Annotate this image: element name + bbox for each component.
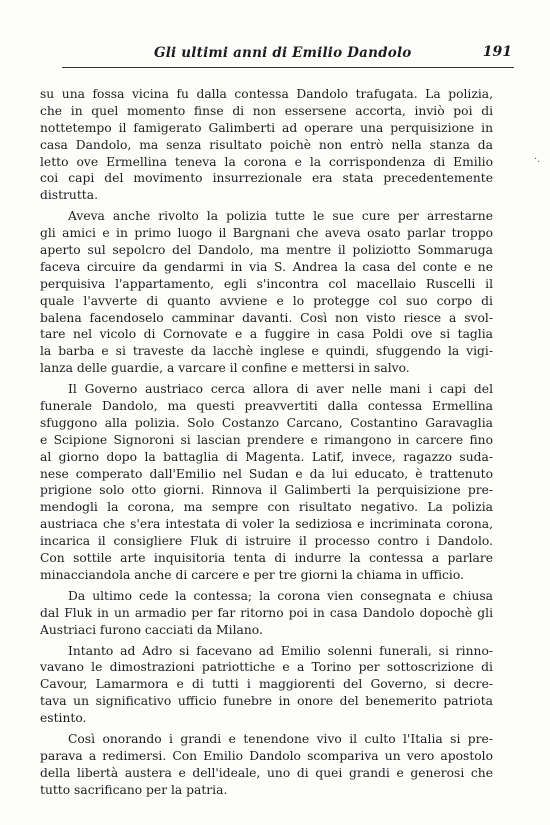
text-line: Così onorando i grandi e tenendone vivo il culto l'Italia si pre- [68, 731, 493, 746]
text-line: distrutta. [40, 188, 98, 203]
text-line: della libertà austera e dell'ideale, uno di quei grandi e generosi che [40, 765, 493, 780]
body-text [40, 86, 493, 799]
text-line: austriaca che s'era intestata di voler la sediziosa e incriminata corona, [40, 517, 493, 532]
text-line: Aveva anche rivolto la polizia tutte le sue cure per arrestarne [68, 209, 493, 224]
text-line: vavano le dimostrazioni patriottiche e a Torino per sottoscrizione di [40, 660, 493, 675]
text-line: tutto sacrificano per la patria. [40, 782, 228, 797]
text-line: parava a redimersi. Con Emilio Dandolo scompariva un vero apostolo [40, 748, 493, 763]
text-line: perquisiva l'appartamento, egli s'incontra col macellaio Ruscelli il [40, 276, 493, 291]
text-line: funerale Dandolo, ma questi preavvertiti dalla contessa Ermellina [40, 399, 493, 414]
text-line: che in quel momento finse di non essersene accorta, inviò poi di [40, 103, 493, 118]
text-line: Austriaci furono cacciati da Milano. [40, 622, 263, 637]
text-line: aperto sul sepolcro del Dandolo, ma mentre il poliziotto Sommaruga [40, 243, 493, 258]
text-line: Cavour, Lamarmora e di tutti i maggiorenti del Governo, si decre- [40, 677, 493, 692]
text-line: estinto. [40, 711, 87, 726]
text-line: balena facendoselo camminar davanti. Così non visto riesce a svol- [40, 310, 493, 325]
text-line: gli amici e in primo luogo il Bargnani che aveva osato parlar troppo [40, 226, 493, 241]
text-line: dal Fluk in un armadio per far ritorno poi in casa Dandolo dopochè gli [40, 605, 493, 620]
text-line: Con sottile arte inquisitoria tenta di indurre la contessa a parlare [40, 551, 493, 566]
text-line: lanza delle guardie, a varcare il confine e mettersi in salvo. [40, 361, 410, 376]
text-line: letto ove Ermellina teneva la corona e la corrispondenza di Emilio [40, 154, 493, 169]
text-line: minacciandola anche di carcere e per tre giorni la chiama in ufficio. [40, 567, 464, 582]
text-line: la barba e si traveste da lacchè inglese e quindi, sfuggendo la vigi- [40, 344, 493, 359]
text-line: Da ultimo cede la contessa; la corona vien consegnata e chiusa [68, 588, 493, 603]
text-line: prigione solo otto giorni. Rinnova il Galimberti la perquisizione pre- [40, 483, 493, 498]
running-header [62, 41, 514, 68]
text-line: tava un significativo ufficio funebre in onore del benemerito patriota [40, 694, 493, 709]
text-line: tare nel vicolo di Cornovate e a fuggire in casa Poldi ove si taglia [40, 327, 493, 342]
text-line: faceva circuire da gendarmi in via S. Andrea la casa del conte e ne [40, 259, 493, 274]
text-line: quale l'avverte di quanto avviene e lo protegge col suo corpo di [40, 293, 493, 308]
text-line: Il Governo austriaco cerca allora di aver nelle mani i capi del [68, 382, 493, 397]
running-title: Gli ultimi anni di Emilio Dandolo [154, 45, 412, 61]
text-line: al giorno dopo la battaglia di Magenta. Latif, invece, ragazzo suda- [40, 449, 493, 464]
text-line: casa Dandolo, ma senza risultato poichè non entrò nella stanza da [40, 137, 493, 152]
margin-mark: ·. [534, 154, 541, 165]
text-line: su una fossa vicina fu dalla contessa Dandolo trafugata. La polizia, [40, 87, 493, 101]
text-line: Intanto ad Adro si facevano ad Emilio solenni funerali, si rinno- [68, 643, 493, 658]
text-line: mendogli la corona, ma sempre con risultato negativo. La polizia [40, 500, 493, 515]
text-line: nese comperato dall'Emilio nel Sudan e da lui educato, è trattenuto [40, 466, 493, 481]
page-number: 191 [482, 44, 512, 60]
text-line: e Scipione Signoroni si lascian prendere e rimangono in carcere fino [40, 432, 493, 447]
text-line: incarica il consigliere Fluk di istruire il processo contro i Dandolo. [40, 534, 493, 549]
text-line: coi capi del movimento insurrezionale era stata precedentemente [40, 171, 493, 186]
text-line: nottetempo il famigerato Galimberti ad operare una perquisizione in [40, 120, 493, 135]
text-line: sfuggono alla polizia. Solo Costanzo Carcano, Costantino Garavaglia [40, 415, 493, 430]
